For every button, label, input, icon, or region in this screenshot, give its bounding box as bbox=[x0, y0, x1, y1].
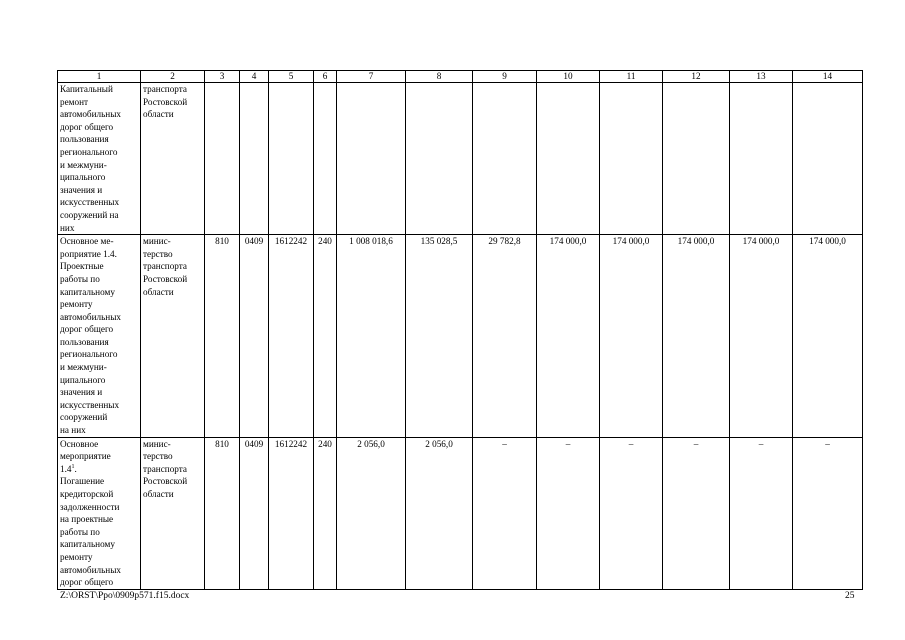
vr-cell: 240 bbox=[314, 235, 337, 438]
year-value-cell: 2 056,0 bbox=[406, 437, 473, 589]
measure-name-part: . Погашение кредиторской задолженности на проектные работы по капитальному ремонту автомобильных дорог общего bbox=[60, 463, 121, 588]
column-header: 4 bbox=[240, 71, 269, 83]
column-header: 7 bbox=[337, 71, 406, 83]
column-header: 2 bbox=[141, 71, 205, 83]
column-header: 3 bbox=[205, 71, 240, 83]
year-value-cell bbox=[537, 83, 600, 235]
year-value-cell: – bbox=[793, 437, 863, 589]
footnote-mark: 1 bbox=[71, 463, 75, 470]
year-value-cell: – bbox=[663, 437, 730, 589]
year-value-cell: 174 000,0 bbox=[600, 235, 663, 438]
year-value-cell bbox=[600, 83, 663, 235]
total-cell: 1 008 018,6 bbox=[337, 235, 406, 438]
csr-cell: 1612242 bbox=[269, 437, 314, 589]
total-cell: 2 056,0 bbox=[337, 437, 406, 589]
year-value-cell: – bbox=[537, 437, 600, 589]
year-value-cell: 29 782,8 bbox=[473, 235, 537, 438]
column-header: 11 bbox=[600, 71, 663, 83]
measure-name-part: Основное мероприятие 1.4 bbox=[60, 438, 111, 474]
csr-cell bbox=[269, 83, 314, 235]
year-value-cell: – bbox=[473, 437, 537, 589]
year-value-cell bbox=[473, 83, 537, 235]
measure-name-cell bbox=[58, 437, 141, 589]
table-row bbox=[58, 437, 863, 589]
year-value-cell: 174 000,0 bbox=[730, 235, 793, 438]
year-value-cell: 174 000,0 bbox=[537, 235, 600, 438]
total-cell bbox=[337, 83, 406, 235]
csr-cell: 1612242 bbox=[269, 235, 314, 438]
table-header-row bbox=[58, 71, 863, 83]
executor-cell: минис- терство транспорта Ростовской области bbox=[141, 235, 205, 438]
rzpr-cell: 0409 bbox=[240, 437, 269, 589]
year-value-cell: – bbox=[730, 437, 793, 589]
program-table bbox=[57, 70, 863, 590]
column-header: 8 bbox=[406, 71, 473, 83]
rzpr-cell: 0409 bbox=[240, 235, 269, 438]
measure-name-cell: Основное ме- роприятие 1.4. Проектные работы по капитальному ремонту автомобильных дорог общего пользования регионального и межмуни- ципального значения и искусственных сооружений на них bbox=[58, 235, 141, 438]
executor-cell: минис- терство транспорта Ростовской области bbox=[141, 437, 205, 589]
column-header: 5 bbox=[269, 71, 314, 83]
executor-cell: транспорта Ростовской области bbox=[141, 83, 205, 235]
year-value-cell bbox=[793, 83, 863, 235]
year-value-cell: 135 028,5 bbox=[406, 235, 473, 438]
year-value-cell: 174 000,0 bbox=[663, 235, 730, 438]
year-value-cell: – bbox=[600, 437, 663, 589]
column-header: 12 bbox=[663, 71, 730, 83]
rzpr-cell bbox=[240, 83, 269, 235]
column-header: 9 bbox=[473, 71, 537, 83]
year-value-cell bbox=[663, 83, 730, 235]
grbs-cell bbox=[205, 83, 240, 235]
column-header: 14 bbox=[793, 71, 863, 83]
column-header: 1 bbox=[58, 71, 141, 83]
page-number: 25 bbox=[845, 591, 855, 601]
table-row bbox=[58, 83, 863, 235]
vr-cell: 240 bbox=[314, 437, 337, 589]
grbs-cell: 810 bbox=[205, 437, 240, 589]
measure-name-cell: Капитальный ремонт автомобильных дорог общего пользования регионального и межмуни- ципального значения и искусственных сооружений на них bbox=[58, 83, 141, 235]
year-value-cell bbox=[730, 83, 793, 235]
column-header: 6 bbox=[314, 71, 337, 83]
column-header: 13 bbox=[730, 71, 793, 83]
year-value-cell bbox=[406, 83, 473, 235]
vr-cell bbox=[314, 83, 337, 235]
table-row bbox=[58, 235, 863, 438]
year-value-cell: 174 000,0 bbox=[793, 235, 863, 438]
file-path-footer: Z:\ORST\Ppo\0909p571.f15.docx bbox=[60, 591, 190, 601]
grbs-cell: 810 bbox=[205, 235, 240, 438]
column-header: 10 bbox=[537, 71, 600, 83]
